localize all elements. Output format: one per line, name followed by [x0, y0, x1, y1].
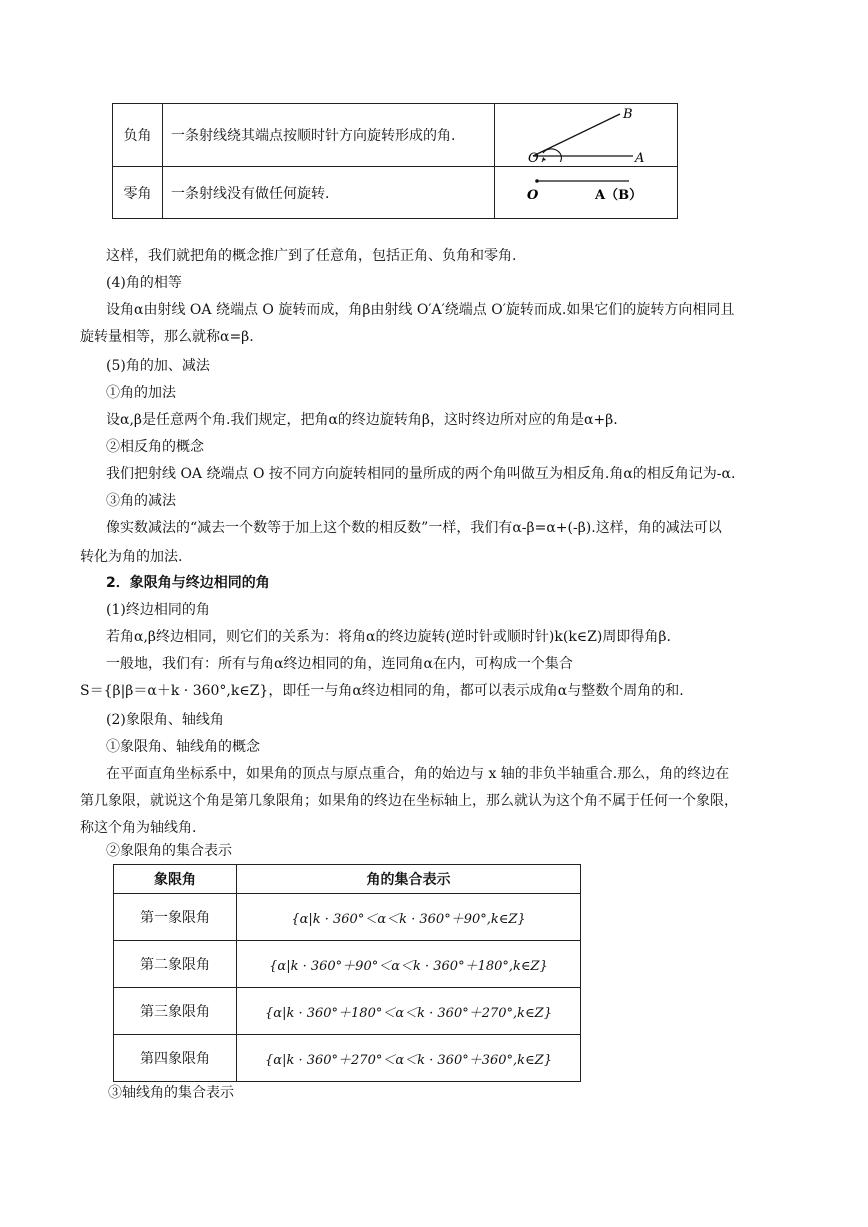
label-O: O — [526, 188, 539, 203]
arc-arrowhead — [542, 157, 546, 161]
angle-definition-cell: 一条射线没有做任何旋转. — [162, 167, 494, 219]
negative-angle-diagram — [495, 104, 677, 162]
quadrant-name-cell: 第三象限角 — [114, 988, 237, 1035]
paragraph: 这样，我们就把角的概念推广到了任意角，包括正角、负角和零角. — [106, 248, 517, 264]
column-header: 象限角 — [114, 865, 237, 894]
angle-types-table — [112, 103, 678, 219]
paragraph: 旋转量相等，那么就称α=β. — [80, 329, 254, 345]
table-row — [113, 104, 678, 167]
formula-paragraph: S＝{β|β＝α＋k · 360°,k∈Z}，即任一与角α终边相同的角，都可以表示成角α与整数个周角的和. — [80, 683, 684, 699]
subheading: (5)角的加、减法 — [106, 358, 210, 374]
quadrant-set-cell: {α|k · 360°＋180°＜α＜k · 360°＋270°,k∈Z} — [237, 988, 581, 1035]
table-row — [114, 988, 581, 1035]
angle-name-cell: 零角 — [113, 167, 163, 219]
zero-angle-figure-cell — [494, 167, 677, 219]
table-row — [114, 941, 581, 988]
label-B: B — [622, 107, 633, 122]
quadrant-set-cell: {α|k · 360°＜α＜k · 360°＋90°,k∈Z} — [237, 894, 581, 941]
subheading: ②象限角的集合表示 — [106, 843, 232, 859]
quadrant-angle-table — [113, 864, 581, 1082]
section-heading: 2．象限角与终边相同的角 — [106, 575, 270, 591]
paragraph: 在平面直角坐标系中，如果角的顶点与原点重合，角的始边与 x 轴的非负半轴重合.那么，角的终边在 — [106, 766, 730, 782]
paragraph: 设角α由射线 OA 绕端点 O 旋转而成，角β由射线 O′A′绕端点 O′旋转而成.如果它们的旋转方向相同且 — [106, 302, 735, 318]
subheading: (1)终边相同的角 — [106, 602, 210, 618]
subheading: ③角的减法 — [106, 493, 176, 509]
table-row — [113, 167, 678, 219]
quadrant-set-cell: {α|k · 360°＋90°＜α＜k · 360°＋180°,k∈Z} — [237, 941, 581, 988]
angle-definition-cell: 一条射线绕其端点按顺时针方向旋转形成的角. — [162, 104, 494, 167]
quadrant-name-cell: 第一象限角 — [114, 894, 237, 941]
table-row — [114, 894, 581, 941]
table-row — [114, 1035, 581, 1082]
paragraph: 称这个角为轴线角. — [80, 820, 197, 836]
subheading: ③轴线角的集合表示 — [108, 1085, 234, 1101]
quadrant-set-cell: {α|k · 360°＋270°＜α＜k · 360°＋360°,k∈Z} — [237, 1035, 581, 1082]
label-AB: A（B） — [594, 188, 643, 203]
table-header-row — [114, 865, 581, 894]
paragraph: 转化为角的加法. — [80, 549, 183, 565]
subheading: ①角的加法 — [106, 385, 176, 401]
subheading: (2)象限角、轴线角 — [106, 712, 224, 728]
subheading: (4)角的相等 — [106, 275, 182, 291]
paragraph: 若角α,β终边相同，则它们的关系为：将角α的终边旋转(逆时针或顺时针)k(k∈Z)周即得角β. — [106, 629, 671, 645]
angle-name-cell: 负角 — [113, 104, 163, 167]
subheading: ①象限角、轴线角的概念 — [106, 739, 260, 755]
paragraph: 设α,β是任意两个角.我们规定，把角α的终边旋转角β，这时终边所对应的角是α+β. — [106, 412, 618, 428]
paragraph: 第几象限，就说这个角是第几象限角；如果角的终边在坐标轴上，那么就认为这个角不属于任何一个象限， — [80, 793, 738, 809]
quadrant-name-cell: 第四象限角 — [114, 1035, 237, 1082]
quadrant-name-cell: 第二象限角 — [114, 941, 237, 988]
paragraph: 像实数减法的“减去一个数等于加上这个数的相反数”一样，我们有α-β=α+(-β).这样，角的减法可以 — [106, 520, 722, 536]
zero-angle-diagram — [495, 167, 677, 214]
column-header: 角的集合表示 — [237, 865, 581, 894]
negative-angle-figure-cell — [494, 104, 677, 167]
label-A: A — [634, 151, 645, 162]
paragraph: 一般地，我们有：所有与角α终边相同的角，连同角α在内，可构成一个集合 — [106, 656, 573, 672]
paragraph: 我们把射线 OA 绕端点 O 按不同方向旋转相同的量所成的两个角叫做互为相反角.角α的相反角记为-α. — [106, 466, 736, 482]
label-O: O — [527, 151, 539, 162]
subheading: ②相反角的概念 — [106, 439, 204, 455]
